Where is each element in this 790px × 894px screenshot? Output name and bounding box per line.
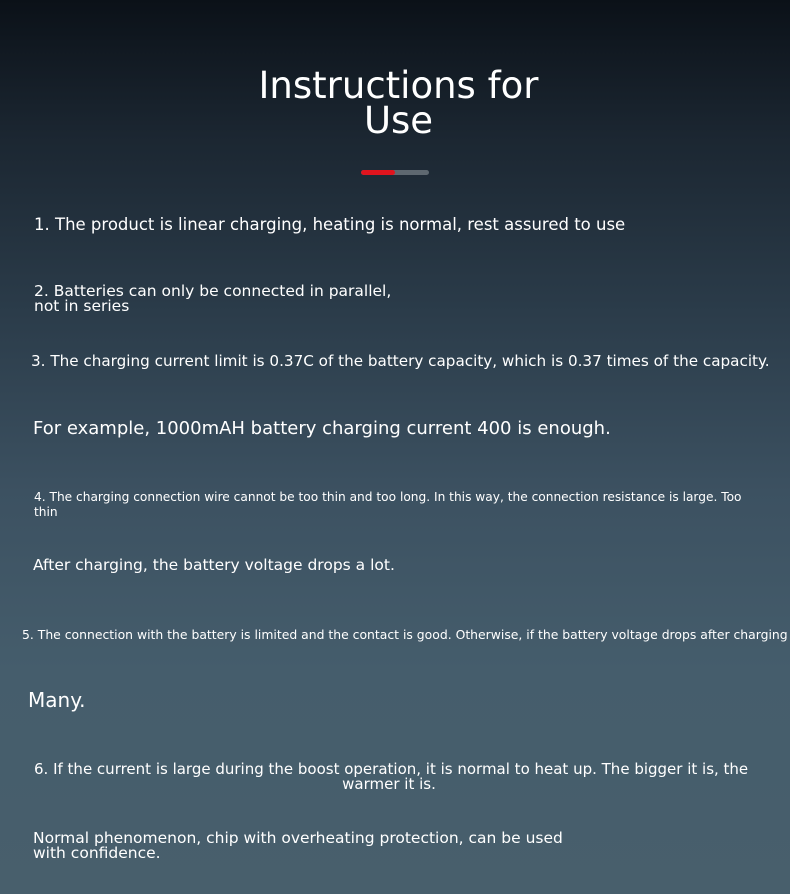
instruction-3-example: For example, 1000mAH battery charging current 400 is enough. [33, 418, 611, 439]
page-title [0, 64, 790, 142]
instruction-4 [34, 490, 742, 520]
title-divider-accent [361, 170, 395, 175]
instruction-6-continued-line-2: with confidence. [33, 844, 161, 862]
instruction-4-line-2: thin [34, 505, 58, 519]
page-title-line-1: Instructions for [258, 64, 539, 107]
instruction-2 [34, 284, 391, 314]
title-divider [361, 170, 429, 175]
page-title-line-2: Use [363, 99, 434, 142]
instruction-6-line-2: warmer it is. [342, 775, 436, 793]
instruction-4-line-1: 4. The charging connection wire cannot be too thin and too long. In this way, the connection resistance is large. Too [34, 490, 742, 504]
instruction-1: 1. The product is linear charging, heating is normal, rest assured to use [34, 215, 626, 234]
instruction-2-line-2: not in series [34, 297, 130, 315]
instruction-4-continued: After charging, the battery voltage drops a lot. [33, 556, 395, 574]
instruction-3: 3. The charging current limit is 0.37C of the battery capacity, which is 0.37 times of the capacity. [31, 352, 770, 370]
instruction-5: 5. The connection with the battery is limited and the contact is good. Otherwise, if the battery voltage drops after charging [22, 627, 788, 642]
instruction-6-line-1: 6. If the current is large during the boost operation, it is normal to heat up. The bigger it is, the [34, 760, 749, 778]
instruction-6-continued [33, 831, 563, 861]
instruction-6 [34, 760, 749, 793]
instruction-5-continued: Many. [28, 688, 86, 712]
instruction-6-continued-line-1: Normal phenomenon, chip with overheating protection, can be used [33, 829, 563, 847]
instruction-2-line-1: 2. Batteries can only be connected in parallel, [34, 282, 392, 300]
